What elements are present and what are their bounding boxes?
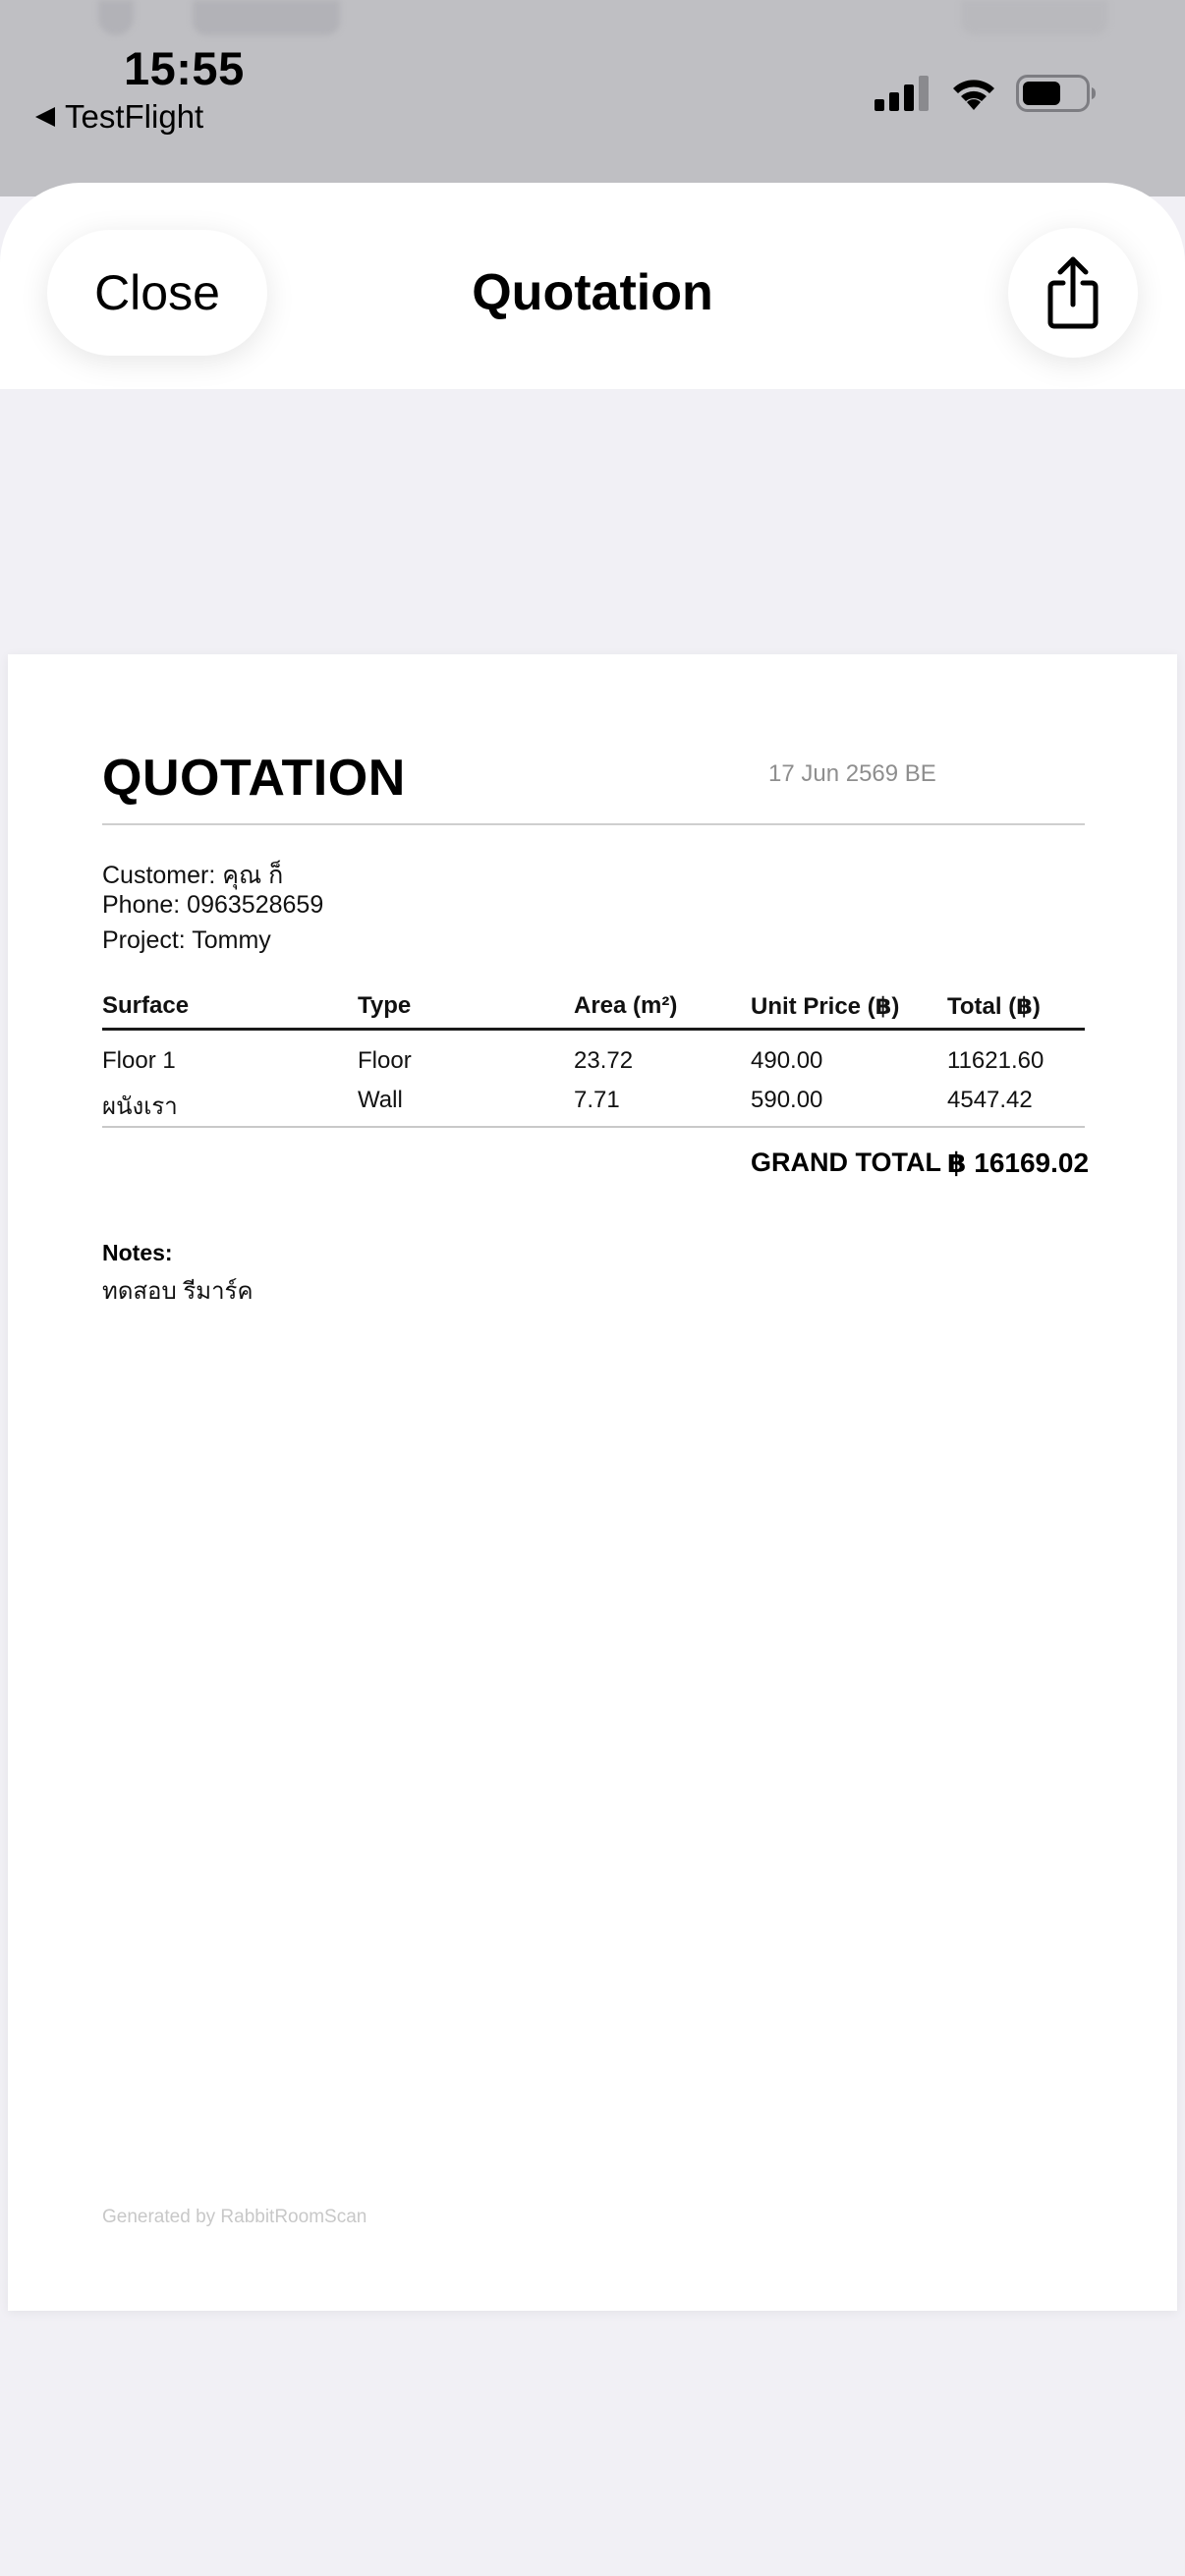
background-ghost-value: [961, 0, 1108, 35]
grand-total-label: GRAND TOTAL: [751, 1148, 941, 1177]
cellular-signal-icon: [875, 76, 931, 111]
back-to-app-label: TestFlight: [65, 98, 204, 135]
phone-line: Phone: 0963528659: [102, 891, 324, 919]
status-time: 15:55: [124, 42, 245, 94]
table-cell-surface: Floor 1: [102, 1047, 176, 1074]
table-cell-unit-price: 590.00: [751, 1087, 823, 1113]
status-icons: [875, 75, 1097, 112]
wifi-icon: [949, 75, 998, 112]
document-date: 17 Jun 2569 BE: [768, 760, 936, 787]
column-header-area: Area (m²): [574, 992, 678, 1019]
title-divider: [102, 823, 1085, 825]
share-icon: [1043, 255, 1103, 330]
table-header-divider: [102, 1028, 1085, 1031]
quotation-document: [8, 654, 1177, 2311]
table-cell-type: Floor: [358, 1047, 412, 1074]
customer-line: Customer: คุณ ก็: [102, 862, 284, 889]
table-cell-surface: ผนังเรา: [102, 1093, 178, 1120]
sheet-title: Quotation: [472, 264, 713, 321]
column-header-type: Type: [358, 992, 412, 1019]
close-button[interactable]: Close: [47, 230, 267, 356]
back-to-app-button[interactable]: [35, 98, 203, 136]
grand-total-value: ฿ 16169.02: [947, 1148, 1090, 1178]
table-cell-area: 7.71: [574, 1087, 620, 1113]
table-cell-total: 4547.42: [947, 1087, 1033, 1113]
column-header-unit-price: Unit Price (฿): [751, 993, 900, 1020]
column-header-surface: Surface: [102, 992, 190, 1019]
project-line: Project: Tommy: [102, 926, 271, 954]
column-header-total: Total (฿): [947, 993, 1041, 1020]
back-triangle-icon: [35, 107, 55, 127]
table-footer-divider: [102, 1126, 1085, 1128]
document-footer: Generated by RabbitRoomScan: [102, 2207, 367, 2227]
notes-text: ทดสอบ รีมาร์ค: [102, 1278, 254, 1305]
sheet-header: [0, 183, 1185, 389]
table-cell-area: 23.72: [574, 1047, 634, 1074]
table-cell-unit-price: 490.00: [751, 1047, 823, 1074]
table-cell-total: 11621.60: [947, 1047, 1044, 1074]
document-title: QUOTATION: [102, 750, 406, 807]
battery-icon: [1016, 75, 1097, 112]
notes-label: Notes:: [102, 1240, 173, 1265]
background-ghost-title: [193, 0, 340, 35]
share-button[interactable]: [1008, 228, 1138, 358]
table-cell-type: Wall: [358, 1087, 403, 1113]
background-ghost-icon: [98, 0, 134, 35]
